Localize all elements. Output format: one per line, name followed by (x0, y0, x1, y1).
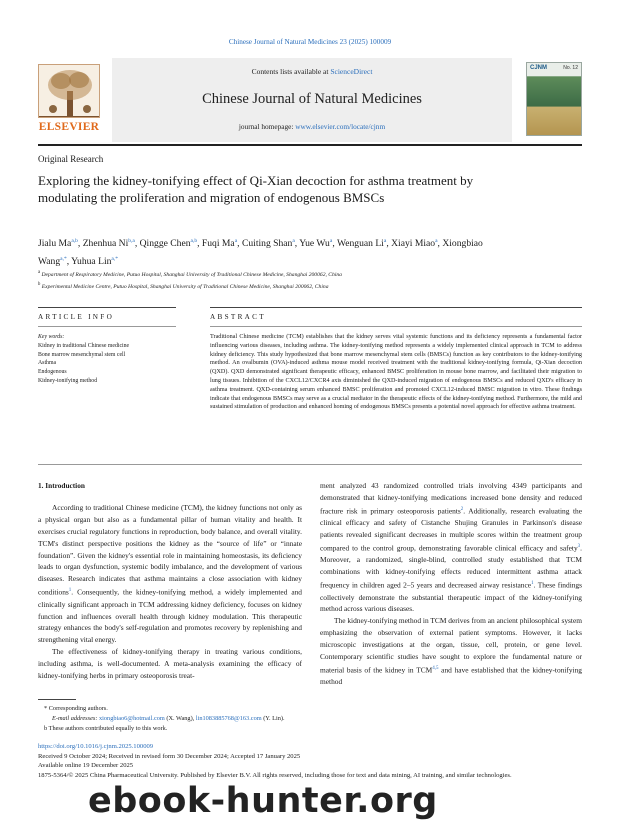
keywords-label: Key words: (38, 334, 65, 340)
cover-number: No. 12 (563, 65, 578, 71)
abstract-divider-lower (210, 326, 582, 327)
journal-masthead (112, 58, 512, 142)
footnote-divider (38, 699, 76, 700)
author-list: Jialu Ma$^{a,b}$, Zhenhua Ni$^{b,a}$, Qingge Chen$^{a,b}$, Fuqi Ma$^a$, Cuiting Shan$^a$, Yue Wu$^a$, Wenguan Li$^a$, Xiayi Miao$^a$, Xiongbiao Wang$^{a,*}$, Yuhua Lin$^{a,*}$ (38, 238, 483, 267)
homepage-link[interactable]: www.elsevier.com/locate/cjnm (295, 122, 386, 131)
author-affiliation-marker[interactable]: a (234, 238, 238, 244)
author-name[interactable]: Wenguan Li (336, 238, 384, 250)
keyword-item: Kidney in traditional Chinese medicine (38, 342, 130, 349)
article-type: Original Research (38, 154, 104, 164)
abstract-heading: ABSTRACT (210, 313, 266, 321)
citation-link[interactable]: 2 (460, 506, 464, 512)
corresponding-author-note: * Corresponding authors. (44, 705, 108, 712)
author-affiliation-marker[interactable]: a (292, 238, 295, 244)
email-link[interactable]: xiongbiao6@hotmail.com (99, 714, 165, 722)
elsevier-tree-icon (38, 64, 100, 118)
author-name[interactable]: Xiongbiao Wang (38, 238, 483, 267)
email-note: E-mail addresses: xiongbiao6@hotmail.com (X. Wang), lin1083885768@163.com (Y. Lin). (52, 714, 285, 722)
keyword-item: Kidney-tonifying method (38, 377, 98, 384)
author-name[interactable]: Yuhua Lin (71, 255, 112, 267)
author-name[interactable]: Cuiting Shan (241, 238, 293, 250)
citation-link[interactable]: 4,5 (432, 666, 439, 671)
journal-homepage: journal homepage: www.elsevier.com/locate/cjnm (238, 122, 386, 131)
citation-link[interactable]: 3 (577, 544, 581, 549)
elsevier-logo[interactable] (38, 64, 100, 136)
author-affiliation-marker[interactable]: a (435, 238, 438, 244)
article-info-heading: ARTICLE INFO (38, 313, 115, 321)
section-heading-introduction: 1. Introduction (38, 481, 85, 490)
email-link[interactable]: lin1083885768@163.com (195, 714, 262, 722)
paragraph: According to traditional Chinese medicine (TCM), the kidney functions not only as a physical organ but also as a fundamental pillar of human vitality and health. It exercises crucial regulatory functions in reproduction, body balance, and overall vitality. TCM's distinct perspective positions the kidney as the “source of life” or “innate foundation”. Given the kidney's essential role in maintaining homeostasis, its deficiency leads to organ dysfunction, systemic bodily imbalance, and the development of various diseases. Research indicates that asthma maintains a close association with kidney conditions$^1$. Consequently, the kidney-tonifying method, a widely implemented and clinically significant approach in TCM addressing kidney deficiency, focuses on kidney function and influences overall health through kidney modulation. This therapeutic strategy enhances the body's self-regulation and promotes recovery by replenishing and strengthening vital energy. (38, 502, 302, 645)
available-online: Available online 19 December 2025 (38, 762, 134, 770)
header-divider (38, 144, 582, 146)
info-divider-lower (38, 326, 176, 327)
author-affiliation-marker[interactable]: a,* (111, 255, 118, 262)
journal-reference-link[interactable]: Chinese Journal of Natural Medicines 23 (2025) 100009 (228, 38, 392, 46)
paragraph: The kidney-tonifying method in TCM derives from an ancient philosophical system emphasizing the observation of external patient symptoms. However, it lacks microscopic investigations at the organ, tissue, cell, protein, or gene level. Contemporary scientific studies have sought to explore the fundamental nature or material basis of the kidney in TCM$^{4,5}$ and have established that the kidney-tonifying method (320, 616, 582, 687)
keyword-item: Asthma (38, 360, 57, 367)
abstract-divider (210, 307, 582, 308)
citation-link[interactable]: 1 (531, 581, 534, 587)
equal-contribution-note: b These authors contributed equally to this work. (44, 724, 168, 732)
received-dates: Received 9 October 2024; Received in revised form 30 December 2024; Accepted 17 January 2025 (38, 752, 301, 760)
publication-info (38, 742, 582, 780)
author-affiliation-marker[interactable]: b,a (128, 238, 135, 244)
author-affiliation-marker[interactable]: a (329, 238, 333, 244)
affiliation-a: $^a$ Department of Respiratory Medicine, Putuo Hospital, Shanghai University of Traditional Chinese Medicine, Shanghai 200062, China (38, 270, 342, 278)
author-name[interactable]: Fuqi Ma (201, 238, 235, 250)
affiliations (38, 268, 578, 293)
body-column-left (38, 480, 302, 682)
footnotes (38, 704, 582, 733)
keyword-item: Endogenous (38, 369, 67, 376)
info-divider (38, 307, 176, 308)
abstract-text: Traditional Chinese medicine (TCM) establishes that the kidney serves vital systemic functions and its deficiency represents a fundamental factor influencing various diseases, including asthma. The kidney-tonifying method represents a widely implemented clinical approach in TCM to address kidney deficiency. This study hypothesized that bone marrow mesenchymal stem cells (BMSCs) function as key contributors to the kidney-tonifying method. An ovalbumin (OVA)-induced asthma mouse model received treatment with the traditional kidney-tonifying formula, Qi-Xian decoction (QXD). QXD demonstrated significant therapeutic efficacy, enhanced BMSC proliferation in mouse bone marrow, and facilitated their migration to lung tissues. Inhibition of the CXCL12/CXCR4 axis diminished the QXD-induced migration of endogenous BMSCs and reduced QXD's efficacy in asthma treatment. QXD-containing serum enhanced BMSC proliferation and promoted CXCL12-induced BMSC migration in vitro. These findings indicate that endogenous BMSCs may serve as a crucial mediator in the therapeutic effects of the kidney-tonifying method. Furthermore, the mild and sustained stimulation of production and enhanced homing of endogenous BMSCs presents a potential novel approach for effective asthma treatment. (210, 334, 582, 411)
author-name[interactable]: Yue Wu (299, 238, 330, 250)
citation-link[interactable]: 1 (68, 588, 72, 594)
author-affiliation-marker[interactable]: a,* (60, 255, 67, 262)
body-column-right (320, 480, 582, 688)
cover-title: CJNM (530, 65, 548, 71)
keyword-item: Bone marrow mesenchymal stem cell (38, 351, 126, 358)
author-name[interactable]: Xiayi Miao (391, 238, 436, 250)
doi-link[interactable]: https://doi.org/10.1016/j.cjnm.2025.100009 (38, 743, 154, 750)
affiliation-b: $^b$ Experimental Medicine Centre, Putuo Hospital, Shanghai University of Traditional Chinese Medicine, Shanghai 200062, China (38, 282, 329, 291)
journal-cover-thumbnail[interactable] (526, 62, 582, 136)
journal-title: Chinese Journal of Natural Medicines (202, 91, 422, 107)
watermark: ebook-hunter.org (88, 781, 438, 821)
author-affiliation-marker[interactable]: a,b (190, 238, 198, 244)
article-title: Exploring the kidney-tonifying effect of Qi-Xian decoction for asthma treatment by modulating the proliferation and migration of endogenous BMSCs (38, 173, 474, 205)
author-name[interactable]: Jialu Ma (38, 238, 72, 250)
sciencedirect-link[interactable]: ScienceDirect (330, 67, 373, 76)
author-name[interactable]: Qingge Chen (139, 238, 191, 250)
keywords-block (38, 333, 178, 386)
journal-header (38, 58, 582, 142)
paragraph: ment analyzed 43 randomized controlled trials involving 4349 participants and demonstrated that kidney-tonifying medications increased bone density and reduced fracture risk in primary osteoporosis patients$^2$. Additionally, research evaluating the clinical efficacy and safety of Cistanche Shujing Granules in Parkinson's disease patients revealed significant decreases in multiple scores within the treatment group compared to the control group, demonstrating favorable clinical efficacy and safety$^3$. Moreover, a randomized, single-blind, controlled study established that TCM combinations with kidney-tonifying effects reduced intermittent asthma attack frequency in children aged 2–5 years and decreased airway resistance$^1$. These findings collectively demonstrate the substantial therapeutic impact of the kidney-tonifying method across various diseases. (320, 481, 583, 614)
paragraph: The effectiveness of kidney-tonifying therapy in treating various conditions, including asthma, is well-documented. A meta-analysis examining the efficacy of kidney-tonifying herbs in primary osteoporosis treat- (38, 647, 302, 681)
contents-availability: Contents lists available at ScienceDirect (251, 67, 373, 76)
author-name[interactable]: Zhenhua Ni (82, 238, 129, 250)
copyright-notice: 1875-5364/© 2025 China Pharmaceutical University. Published by Elsevier B.V. All rights reserved, including those for text and data mining, AI training, and similar technologies. (38, 771, 512, 779)
author-affiliation-marker[interactable]: a (383, 238, 387, 244)
body-divider (38, 464, 582, 465)
author-affiliation-marker[interactable]: a,b (71, 238, 78, 244)
elsevier-wordmark: ELSEVIER (38, 121, 100, 133)
